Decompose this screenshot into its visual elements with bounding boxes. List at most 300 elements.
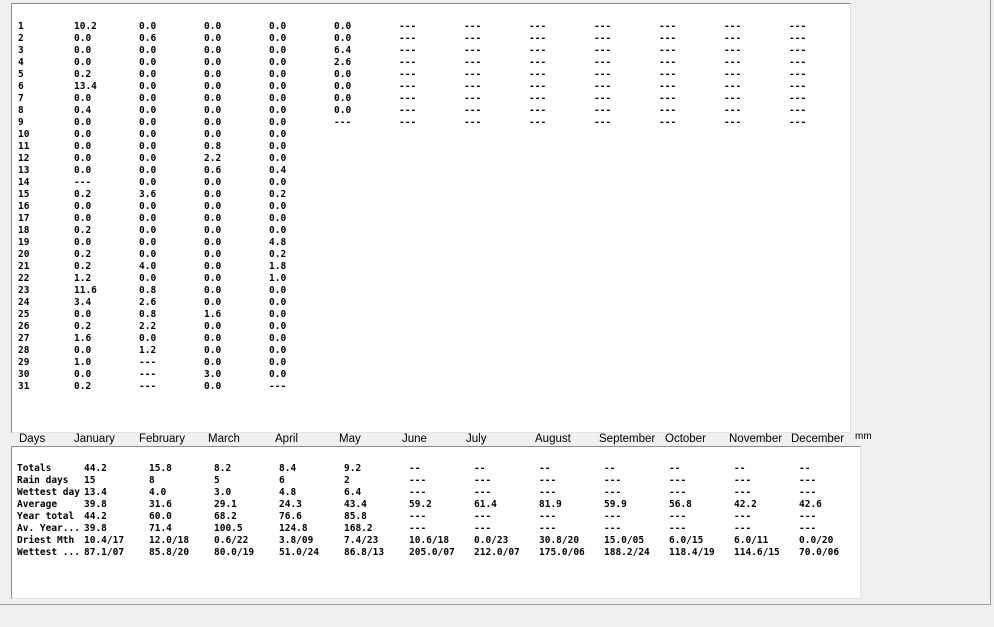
summary-value: 118.4/19 (669, 547, 715, 558)
summary-value: 42.6 (799, 499, 822, 510)
column-header-march: March (208, 433, 240, 445)
daily-value: 0.6 (204, 165, 222, 176)
daily-value: --- (659, 21, 677, 32)
daily-value: --- (724, 69, 742, 80)
column-header-november: November (729, 433, 783, 445)
summary-value: --- (539, 487, 557, 498)
summary-value: 10.4/17 (84, 535, 125, 546)
summary-value: 8 (149, 475, 155, 486)
daily-value: --- (594, 105, 612, 116)
daily-value: --- (529, 93, 547, 104)
day-number: 1 (18, 21, 24, 32)
daily-value: --- (789, 81, 807, 92)
summary-value: --- (669, 487, 687, 498)
column-header-june: June (402, 433, 427, 445)
daily-value: --- (334, 117, 352, 128)
summary-value: 100.5 (214, 523, 243, 534)
summary-value: 10.6/18 (409, 535, 450, 546)
daily-value: --- (464, 81, 482, 92)
daily-value: --- (659, 81, 677, 92)
daily-value: --- (594, 93, 612, 104)
daily-value: 0.0 (204, 93, 222, 104)
summary-value: 188.2/24 (604, 547, 650, 558)
summary-value: 8.2 (214, 463, 232, 474)
daily-value: 0.0 (74, 57, 92, 68)
summary-value: 59.2 (409, 499, 432, 510)
daily-value: --- (464, 57, 482, 68)
daily-value: 0.0 (269, 213, 287, 224)
daily-value: --- (789, 69, 807, 80)
summary-value: 80.0/19 (214, 547, 255, 558)
daily-value: 1.0 (74, 357, 92, 368)
daily-value: --- (464, 117, 482, 128)
daily-value: 0.0 (204, 81, 222, 92)
day-number: 18 (18, 225, 30, 236)
daily-value: 0.0 (269, 345, 287, 356)
column-header-july: July (466, 433, 487, 445)
daily-value: --- (399, 33, 417, 44)
summary-value: --- (799, 487, 817, 498)
summary-value: 7.4/23 (344, 535, 379, 546)
summary-value: 56.8 (669, 499, 692, 510)
summary-value: 15.8 (149, 463, 172, 474)
daily-value: 0.0 (204, 213, 222, 224)
day-number: 2 (18, 33, 24, 44)
daily-value: 0.0 (204, 45, 222, 56)
daily-value: 0.0 (139, 141, 157, 152)
daily-value: 0.0 (204, 33, 222, 44)
daily-value: 0.0 (204, 177, 222, 188)
summary-row-label: Rain days (17, 475, 69, 486)
summary-value: 68.2 (214, 511, 237, 522)
daily-value: --- (399, 81, 417, 92)
daily-value: 0.0 (269, 369, 287, 380)
daily-value: 0.0 (269, 201, 287, 212)
daily-value: --- (139, 369, 157, 380)
daily-value: 2.6 (139, 297, 157, 308)
daily-value: 0.0 (204, 321, 222, 332)
summary-value: 29.1 (214, 499, 237, 510)
summary-value: -- (409, 463, 421, 474)
summary-value: 39.8 (84, 499, 107, 510)
daily-value: 3.0 (204, 369, 222, 380)
day-number: 27 (18, 333, 30, 344)
daily-value: 0.0 (139, 117, 157, 128)
daily-value: 0.0 (139, 93, 157, 104)
summary-value: -- (799, 463, 811, 474)
column-header-august: August (535, 433, 571, 445)
summary-value: --- (474, 475, 492, 486)
daily-value: --- (659, 105, 677, 116)
unit-label: mm (855, 431, 872, 442)
daily-value: 0.0 (74, 213, 92, 224)
summary-value: -- (604, 463, 616, 474)
summary-value: --- (409, 475, 427, 486)
daily-value: 0.0 (139, 153, 157, 164)
daily-value: 0.2 (74, 69, 92, 80)
daily-value: 0.0 (74, 129, 92, 140)
daily-value: --- (659, 45, 677, 56)
daily-value: 0.0 (269, 117, 287, 128)
summary-value: --- (734, 475, 752, 486)
daily-value: --- (724, 21, 742, 32)
daily-value: 0.0 (204, 21, 222, 32)
day-number: 3 (18, 45, 24, 56)
summary-row-label: Driest Mth (17, 535, 75, 546)
summary-value: 39.8 (84, 523, 107, 534)
daily-value: 0.0 (204, 117, 222, 128)
summary-value: 70.0/06 (799, 547, 840, 558)
day-number: 29 (18, 357, 30, 368)
daily-value: 2.2 (139, 321, 157, 332)
daily-value: 0.0 (269, 69, 287, 80)
summary-value: 0.0/23 (474, 535, 509, 546)
daily-value: 0.0 (269, 81, 287, 92)
day-number: 30 (18, 369, 30, 380)
daily-value: --- (789, 57, 807, 68)
daily-value: --- (399, 105, 417, 116)
summary-value: 4.0 (149, 487, 167, 498)
daily-value: 0.0 (334, 93, 352, 104)
daily-value: 0.0 (139, 21, 157, 32)
daily-value: --- (594, 81, 612, 92)
daily-value: --- (399, 45, 417, 56)
summary-value: --- (799, 511, 817, 522)
daily-value: 0.2 (74, 261, 92, 272)
daily-value: 1.6 (74, 333, 92, 344)
summary-value: --- (409, 523, 427, 534)
daily-value: --- (399, 21, 417, 32)
daily-value: 0.0 (204, 189, 222, 200)
summary-value: 59.9 (604, 499, 627, 510)
daily-value: --- (789, 21, 807, 32)
summary-value: 15 (84, 475, 96, 486)
summary-value: 3.0 (214, 487, 232, 498)
summary-value: 114.6/15 (734, 547, 780, 558)
daily-value: --- (529, 33, 547, 44)
daily-value: --- (594, 69, 612, 80)
summary-value: 6.0/11 (734, 535, 769, 546)
daily-value: --- (789, 93, 807, 104)
daily-value: 0.2 (74, 381, 92, 392)
daily-value: --- (399, 57, 417, 68)
daily-value: 0.0 (204, 225, 222, 236)
daily-value: 0.0 (139, 225, 157, 236)
summary-value: --- (474, 523, 492, 534)
daily-value: 0.0 (269, 357, 287, 368)
daily-value: 0.0 (269, 21, 287, 32)
daily-value: 0.0 (74, 345, 92, 356)
summary-value: -- (474, 463, 486, 474)
daily-value: --- (529, 21, 547, 32)
summary-value: 15.0/05 (604, 535, 645, 546)
daily-value: --- (464, 105, 482, 116)
daily-value: 0.0 (204, 261, 222, 272)
daily-value: 3.6 (139, 189, 157, 200)
daily-value: 0.0 (204, 273, 222, 284)
daily-value: 0.0 (334, 33, 352, 44)
day-number: 19 (18, 237, 30, 248)
day-number: 6 (18, 81, 24, 92)
summary-value: --- (539, 523, 557, 534)
summary-value: 81.9 (539, 499, 562, 510)
daily-value: 0.0 (204, 357, 222, 368)
daily-value: 11.6 (74, 285, 97, 296)
daily-value: 0.0 (269, 177, 287, 188)
daily-value: 0.0 (139, 57, 157, 68)
summary-value: --- (799, 475, 817, 486)
daily-value: 0.0 (139, 105, 157, 116)
daily-value: 0.0 (269, 297, 287, 308)
daily-value: --- (789, 105, 807, 116)
daily-value: 0.6 (139, 33, 157, 44)
daily-value: --- (529, 57, 547, 68)
daily-value: --- (529, 81, 547, 92)
daily-value: 0.0 (269, 129, 287, 140)
daily-value: --- (464, 21, 482, 32)
summary-value: 0.6/22 (214, 535, 249, 546)
summary-value: 3.8/09 (279, 535, 314, 546)
day-number: 28 (18, 345, 30, 356)
day-number: 14 (18, 177, 30, 188)
daily-value: --- (659, 117, 677, 128)
daily-value: 0.2 (74, 225, 92, 236)
daily-value: 0.0 (204, 381, 222, 392)
day-number: 5 (18, 69, 24, 80)
daily-value: --- (269, 381, 287, 392)
daily-value: 0.0 (139, 69, 157, 80)
summary-row-label: Totals (17, 463, 52, 474)
daily-value: 0.0 (139, 81, 157, 92)
daily-value: 0.0 (74, 309, 92, 320)
daily-value: 0.0 (204, 333, 222, 344)
daily-value: 0.0 (74, 117, 92, 128)
daily-value: --- (724, 45, 742, 56)
daily-value: 0.0 (139, 201, 157, 212)
daily-value: 0.0 (269, 141, 287, 152)
daily-value: --- (529, 45, 547, 56)
summary-value: 43.4 (344, 499, 367, 510)
summary-value: 5 (214, 475, 220, 486)
daily-value: 0.0 (74, 93, 92, 104)
summary-value: --- (604, 511, 622, 522)
daily-value: 0.0 (269, 285, 287, 296)
daily-value: 0.0 (269, 225, 287, 236)
daily-value: 1.2 (74, 273, 92, 284)
daily-value: 0.0 (334, 105, 352, 116)
daily-value: 1.8 (269, 261, 287, 272)
daily-value: 0.0 (269, 93, 287, 104)
daily-value: --- (659, 93, 677, 104)
daily-value: 1.2 (139, 345, 157, 356)
daily-value: 0.0 (74, 33, 92, 44)
day-number: 23 (18, 285, 30, 296)
daily-value: --- (594, 45, 612, 56)
daily-value: --- (659, 69, 677, 80)
summary-value: 71.4 (149, 523, 172, 534)
daily-value: 0.0 (139, 129, 157, 140)
summary-value: --- (539, 511, 557, 522)
daily-value: 0.0 (269, 153, 287, 164)
daily-value: --- (529, 117, 547, 128)
daily-value: --- (724, 105, 742, 116)
day-number: 15 (18, 189, 30, 200)
daily-value: --- (789, 45, 807, 56)
daily-value: --- (529, 69, 547, 80)
summary-value: 24.3 (279, 499, 302, 510)
summary-value: --- (734, 523, 752, 534)
summary-value: --- (669, 523, 687, 534)
daily-value: 6.4 (334, 45, 352, 56)
daily-value: --- (659, 57, 677, 68)
daily-value: 0.2 (74, 249, 92, 260)
daily-value: 0.0 (139, 273, 157, 284)
column-header-october: October (665, 433, 706, 445)
daily-value: 0.0 (204, 249, 222, 260)
daily-value: --- (724, 57, 742, 68)
daily-value: 0.0 (269, 333, 287, 344)
daily-value: 0.0 (334, 81, 352, 92)
daily-value: 0.0 (139, 177, 157, 188)
day-number: 11 (18, 141, 30, 152)
summary-row-label: Year total (17, 511, 75, 522)
daily-value: 0.8 (204, 141, 222, 152)
daily-value: 0.0 (334, 21, 352, 32)
summary-row-label: Wettest day (17, 487, 80, 498)
daily-value: 0.2 (74, 189, 92, 200)
summary-row-label: Av. Year... (17, 523, 80, 534)
daily-value: 0.8 (139, 285, 157, 296)
summary-value: --- (539, 475, 557, 486)
daily-value: --- (464, 45, 482, 56)
daily-value: 0.0 (139, 45, 157, 56)
summary-value: 86.8/13 (344, 547, 385, 558)
daily-value: 0.2 (74, 321, 92, 332)
daily-value: 0.0 (74, 201, 92, 212)
summary-row-label: Average (17, 499, 58, 510)
daily-value: 0.4 (269, 165, 287, 176)
column-header-days: Days (19, 433, 46, 445)
summary-value: --- (604, 523, 622, 534)
daily-value: --- (594, 21, 612, 32)
column-header-december: December (791, 433, 845, 445)
day-number: 22 (18, 273, 30, 284)
summary-value: 30.8/20 (539, 535, 580, 546)
daily-value: 0.0 (204, 237, 222, 248)
day-number: 13 (18, 165, 30, 176)
summary-value: 76.6 (279, 511, 302, 522)
daily-value: 0.0 (74, 165, 92, 176)
summary-value: 6.4 (344, 487, 362, 498)
daily-value: 0.0 (269, 33, 287, 44)
daily-value: 0.0 (334, 69, 352, 80)
day-number: 16 (18, 201, 30, 212)
summary-value: 9.2 (344, 463, 362, 474)
summary-value: 175.0/06 (539, 547, 585, 558)
summary-value: --- (604, 487, 622, 498)
summary-value: 85.8/20 (149, 547, 190, 558)
daily-value: 1.0 (269, 273, 287, 284)
day-number: 31 (18, 381, 30, 392)
summary-value: 13.4 (84, 487, 107, 498)
summary-value: 0.0/20 (799, 535, 834, 546)
daily-value: 0.0 (139, 249, 157, 260)
summary-value: 44.2 (84, 463, 107, 474)
daily-value: 10.2 (74, 21, 97, 32)
daily-value: 0.0 (204, 105, 222, 116)
summary-value: 51.0/24 (279, 547, 320, 558)
daily-value: 0.0 (269, 321, 287, 332)
summary-value: --- (604, 475, 622, 486)
daily-value: 1.6 (204, 309, 222, 320)
summary-row-label: Wettest ... (17, 547, 80, 558)
daily-value: 0.8 (139, 309, 157, 320)
daily-value: 4.8 (269, 237, 287, 248)
column-header-may: May (339, 433, 361, 445)
daily-value: 0.0 (204, 129, 222, 140)
summary-value: 4.8 (279, 487, 297, 498)
summary-value: 2 (344, 475, 350, 486)
summary-value: --- (669, 511, 687, 522)
day-number: 17 (18, 213, 30, 224)
day-number: 25 (18, 309, 30, 320)
day-number: 7 (18, 93, 24, 104)
daily-value: 0.0 (204, 285, 222, 296)
daily-value: 13.4 (74, 81, 97, 92)
summary-value: --- (409, 487, 427, 498)
daily-value: 0.2 (269, 249, 287, 260)
daily-value: --- (399, 69, 417, 80)
daily-value: --- (724, 81, 742, 92)
day-number: 24 (18, 297, 30, 308)
summary-value: -- (539, 463, 551, 474)
day-number: 20 (18, 249, 30, 260)
summary-value: -- (734, 463, 746, 474)
daily-value: --- (594, 117, 612, 128)
daily-value: 0.0 (139, 213, 157, 224)
summary-value: 6.0/15 (669, 535, 704, 546)
daily-value: --- (659, 33, 677, 44)
column-header-september: September (599, 433, 656, 445)
summary-value: -- (669, 463, 681, 474)
summary-value: --- (409, 511, 427, 522)
daily-value: 0.0 (139, 165, 157, 176)
daily-value: 0.0 (269, 105, 287, 116)
daily-value: 0.0 (269, 45, 287, 56)
summary-value: 44.2 (84, 511, 107, 522)
summary-value: 205.0/07 (409, 547, 455, 558)
daily-value: 0.0 (74, 369, 92, 380)
day-number: 26 (18, 321, 30, 332)
daily-value: 0.0 (74, 153, 92, 164)
daily-value: 0.2 (269, 189, 287, 200)
column-header-january: January (74, 433, 115, 445)
daily-value: --- (74, 177, 92, 188)
summary-value: 61.4 (474, 499, 497, 510)
summary-value: --- (734, 487, 752, 498)
day-number: 8 (18, 105, 24, 116)
summary-value: 6 (279, 475, 285, 486)
daily-value: 2.2 (204, 153, 222, 164)
daily-value: --- (594, 33, 612, 44)
summary-value: --- (669, 475, 687, 486)
summary-value: 168.2 (344, 523, 373, 534)
daily-value: 4.0 (139, 261, 157, 272)
summary-value: --- (734, 511, 752, 522)
column-header-february: February (139, 433, 186, 445)
summary-value: 8.4 (279, 463, 297, 474)
daily-value: 0.0 (204, 345, 222, 356)
